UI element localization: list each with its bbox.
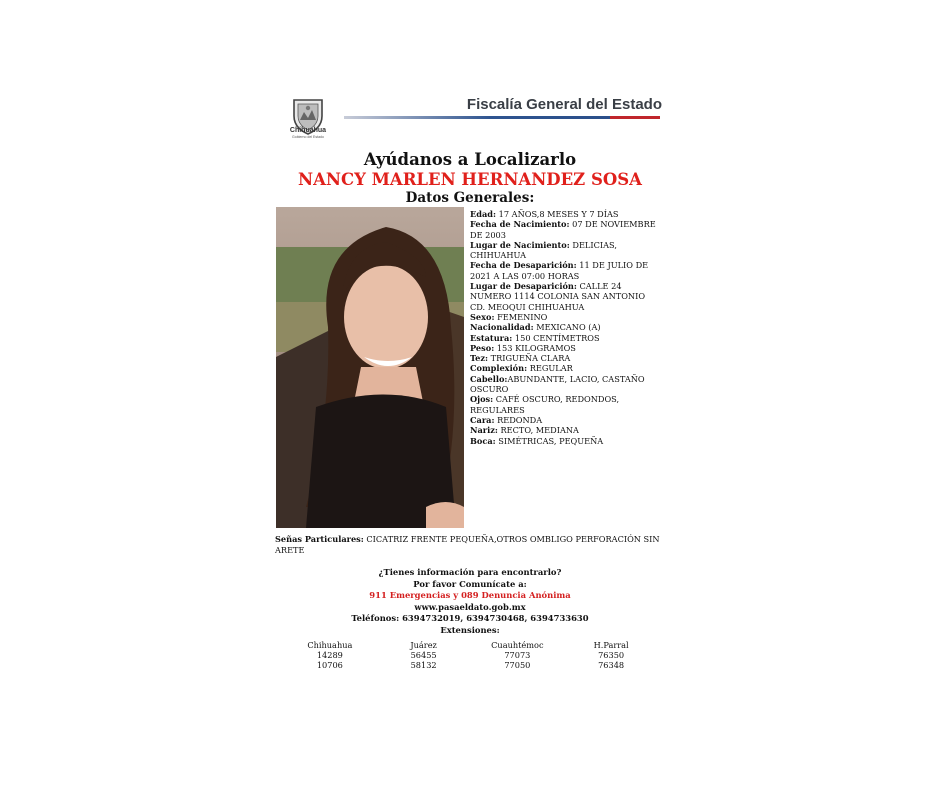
detail-item (470, 333, 662, 343)
detail-value: REGULAR (527, 363, 573, 374)
detail-value: TRIGUEÑA CLARA (488, 353, 571, 364)
seal-subtitle: Gobierno del Estado (292, 135, 324, 139)
table-cell: 58132 (410, 659, 437, 670)
table-header-cell: Cuauhtémoc (491, 640, 544, 650)
detail-label: Estatura: (470, 332, 513, 343)
detail-item (470, 260, 662, 281)
detail-item (470, 425, 662, 435)
senas-value: CICATRIZ FRENTE PEQUEÑA,OTROS OMBLIGO PERFORACIÓN SIN ARETE (275, 534, 660, 555)
table-header-cell: Chihuahua (307, 640, 353, 650)
detail-value: REDONDA (494, 414, 543, 425)
detail-label: Fecha de Nacimiento: (470, 219, 570, 230)
table-cell: 14289 (316, 649, 343, 660)
detail-value: 17 AÑOS,8 MESES Y 7 DÍAS (496, 209, 619, 219)
contact-question: ¿Tienes información para encontrarlo? (378, 567, 562, 577)
detail-item (470, 436, 662, 446)
table-cell: 77073 (504, 649, 531, 660)
detail-value: SIMÉTRICAS, PEQUEÑA (495, 435, 604, 446)
distinguishing-marks (275, 534, 665, 555)
phone-numbers: Teléfonos: 6394732019, 6394730468, 6394733630 (351, 613, 589, 623)
detail-item (470, 209, 662, 219)
detail-label: Boca: (470, 435, 496, 446)
detail-value: RECTO, MEDIANA (497, 425, 579, 436)
contact-block (275, 567, 665, 636)
detail-label: Nariz: (470, 425, 498, 436)
detail-item (470, 240, 662, 261)
table-cell: 10706 (316, 659, 343, 670)
detail-value: 07 DE NOVIEMBRE DE 2003 (470, 219, 656, 240)
detail-label: Lugar de Nacimiento: (470, 239, 570, 250)
table-cell: 77050 (504, 659, 531, 670)
detail-item (470, 394, 662, 415)
detail-item (470, 363, 662, 373)
table-header-cell: H.Parral (593, 640, 629, 650)
detail-item (470, 219, 662, 240)
detail-label: Tez: (470, 353, 489, 364)
detail-label: Fecha de Desaparición: (470, 260, 577, 271)
detail-item (470, 322, 662, 332)
header-rule-red (610, 116, 660, 119)
detail-item (470, 343, 662, 353)
detail-value: ABUNDANTE, LACIO, CASTAÑO OSCURO (470, 373, 645, 395)
detail-label: Ojos: (470, 394, 494, 405)
detail-label: Sexo: (470, 311, 495, 322)
agency-title: Fiscalía General del Estado (466, 96, 662, 113)
missing-person-photo (276, 207, 464, 528)
detail-value: CAFÉ OSCURO, REDONDOS, REGULARES (470, 394, 620, 415)
detail-label: Complexión: (470, 363, 528, 374)
detail-value: MEXICANO (A) (533, 322, 601, 333)
detail-value: 11 DE JULIO DE 2021 A LAS 07:00 HORAS (470, 260, 649, 281)
contact-prompt: Por favor Comunícate a: (413, 578, 527, 589)
detail-value: FEMENINO (494, 311, 548, 322)
table-cell: 76348 (598, 659, 625, 670)
detail-value: 150 CENTÍMETROS (512, 332, 600, 343)
table-header-cell: Juárez (410, 640, 437, 650)
emergency-numbers: 911 Emergencias y 089 Denuncia Anónima (369, 590, 571, 600)
detail-item (470, 374, 662, 395)
table-cell: 56455 (410, 649, 437, 660)
detail-label: Cabello: (470, 373, 508, 384)
header-rule-blue (344, 116, 610, 119)
headline: Ayúdanos a Localizarlo (363, 150, 577, 169)
detail-item (470, 415, 662, 425)
detail-label: Lugar de Desaparición: (470, 281, 577, 292)
table-cell: 76350 (598, 649, 625, 660)
detail-label: Cara: (470, 414, 495, 425)
detail-item (470, 281, 662, 312)
detail-value: 153 KILOGRAMOS (494, 342, 576, 353)
extensions-title: Extensiones: (440, 624, 500, 635)
table-row (283, 661, 658, 671)
person-name: NANCY MARLEN HERNANDEZ SOSA (298, 170, 642, 189)
detail-value: CALLE 24 NUMERO 1114 COLONIA SAN ANTONIO CD. MEOQUI CHIHUAHUA (470, 281, 646, 312)
website-link[interactable]: www.pasaeldato.gob.mx (414, 601, 526, 612)
details-list (470, 209, 662, 446)
detail-item (470, 353, 662, 363)
section-title: Datos Generales: (405, 190, 535, 206)
detail-label: Edad: (470, 209, 497, 219)
senas-label: Señas Particulares: (275, 534, 364, 544)
detail-value: DELICIAS, CHIHUAHUA (470, 239, 617, 261)
detail-label: Peso: (470, 342, 495, 353)
seal-name: Chihuahua (289, 127, 327, 134)
detail-label: Nacionalidad: (470, 322, 534, 333)
extensions-table (283, 641, 658, 670)
detail-item (470, 312, 662, 322)
